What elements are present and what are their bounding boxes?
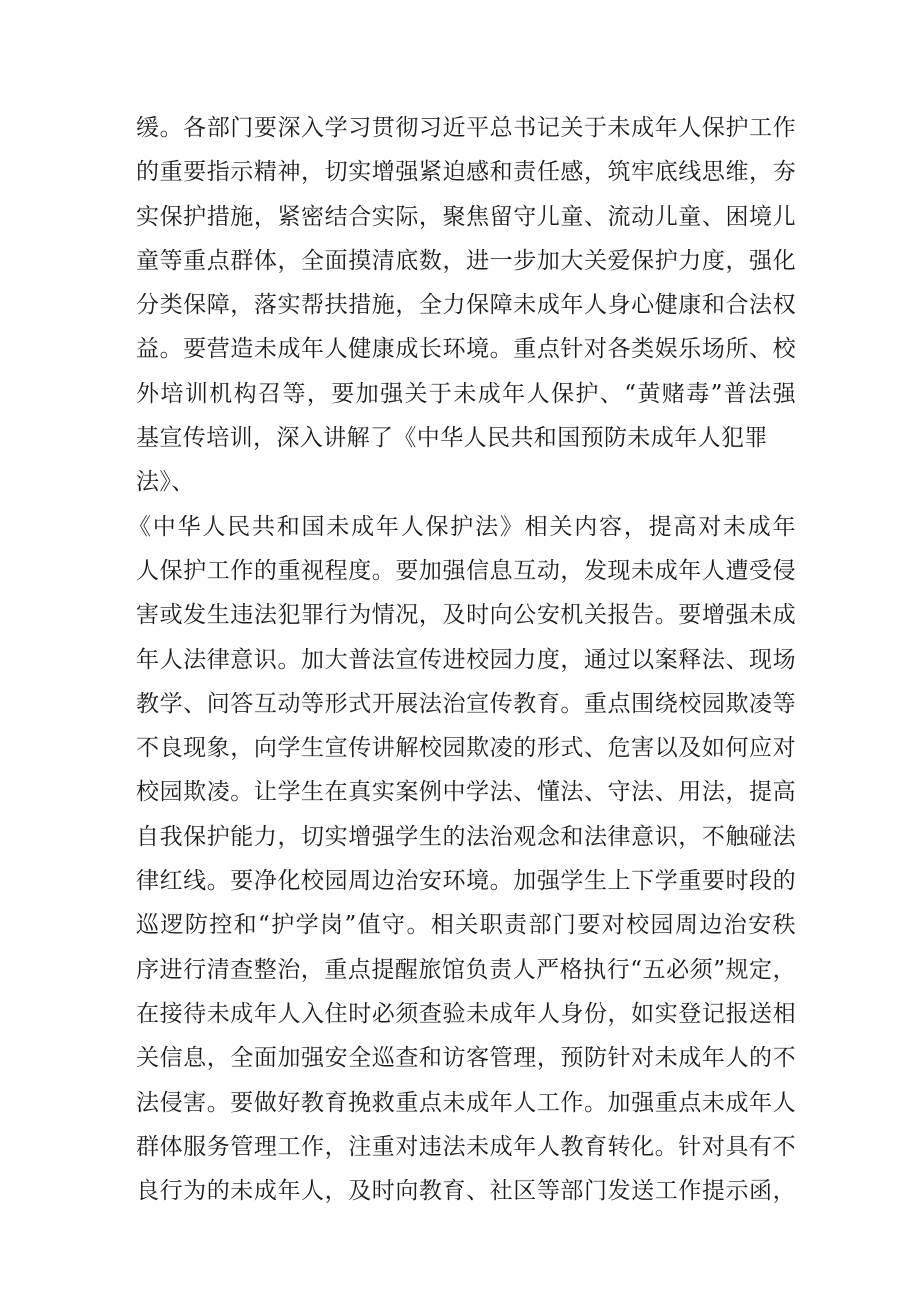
text-line: 关信息，全面加强安全巡查和访客管理，预防针对未成年人的不 bbox=[136, 1045, 796, 1072]
text-line: 自我保护能力，切实增强学生的法治观念和法律意识，不触碰法 bbox=[136, 823, 796, 850]
text-line: 实保护措施，紧密结合实际，聚焦留守儿童、流动儿童、困境儿 bbox=[136, 203, 796, 230]
text-line: 律红线。要净化校园周边治安环境。加强学生上下学重要时段的 bbox=[136, 868, 796, 895]
text-line: 良行为的未成年人，及时向教育、社区等部门发送工作提示函， bbox=[136, 1178, 796, 1205]
text-line: 巡逻防控和“护学岗”值守。相关职责部门要对校园周边治安秩 bbox=[136, 912, 796, 939]
text-line: 群体服务管理工作，注重对违法未成年人教育转化。针对具有不 bbox=[136, 1133, 796, 1160]
text-line: 益。要营造未成年人健康成长环境。重点针对各类娱乐场所、校 bbox=[136, 336, 796, 363]
text-line: 分类保障，落实帮扶措施，全力保障未成年人身心健康和合法权 bbox=[136, 292, 796, 319]
text-line: 校园欺凌。让学生在真实案例中学法、懂法、守法、用法，提高 bbox=[136, 779, 796, 806]
text-line: 法侵害。要做好教育挽救重点未成年人工作。加强重点未成年人 bbox=[136, 1089, 796, 1116]
text-line: 人保护工作的重视程度。要加强信息互动，发现未成年人遭受侵 bbox=[136, 557, 796, 584]
text-line: 基宣传培训，深入讲解了《中华人民共和国预防未成年人犯罪 bbox=[136, 425, 768, 452]
text-line: 教学、问答互动等形式开展法治宣传教育。重点围绕校园欺凌等 bbox=[136, 690, 796, 717]
text-line: 在接待未成年人入住时必须查验未成年人身份，如实登记报送相 bbox=[136, 1000, 796, 1027]
text-line: 的重要指示精神，切实增强紧迫感和责任感，筑牢底线思维，夯 bbox=[136, 159, 796, 186]
text-line: 外培训机构召等，要加强关于未成年人保护、“黄赌毒”普法强 bbox=[136, 380, 796, 407]
text-line: 害或发生违法犯罪行为情况，及时向公安机关报告。要增强未成 bbox=[136, 602, 796, 629]
text-line: 童等重点群体，全面摸清底数，进一步加大关爱保护力度，强化 bbox=[136, 247, 796, 274]
text-line: 法》、 bbox=[136, 469, 195, 496]
text-line: 不良现象，向学生宣传讲解校园欺凌的形式、危害以及如何应对 bbox=[136, 735, 796, 762]
text-line: 缓。各部门要深入学习贯彻习近平总书记关于未成年人保护工作 bbox=[136, 115, 796, 141]
text-line: 年人法律意识。加大普法宣传进校园力度，通过以案释法、现场 bbox=[136, 646, 796, 673]
body-text bbox=[128, 106, 796, 1213]
text-line: 《中华人民共和国未成年人保护法》相关内容，提高对未成年 bbox=[128, 513, 796, 540]
text-line: 序进行清查整治，重点提醒旅馆负责人严格执行“五必须”规定， bbox=[136, 956, 796, 983]
